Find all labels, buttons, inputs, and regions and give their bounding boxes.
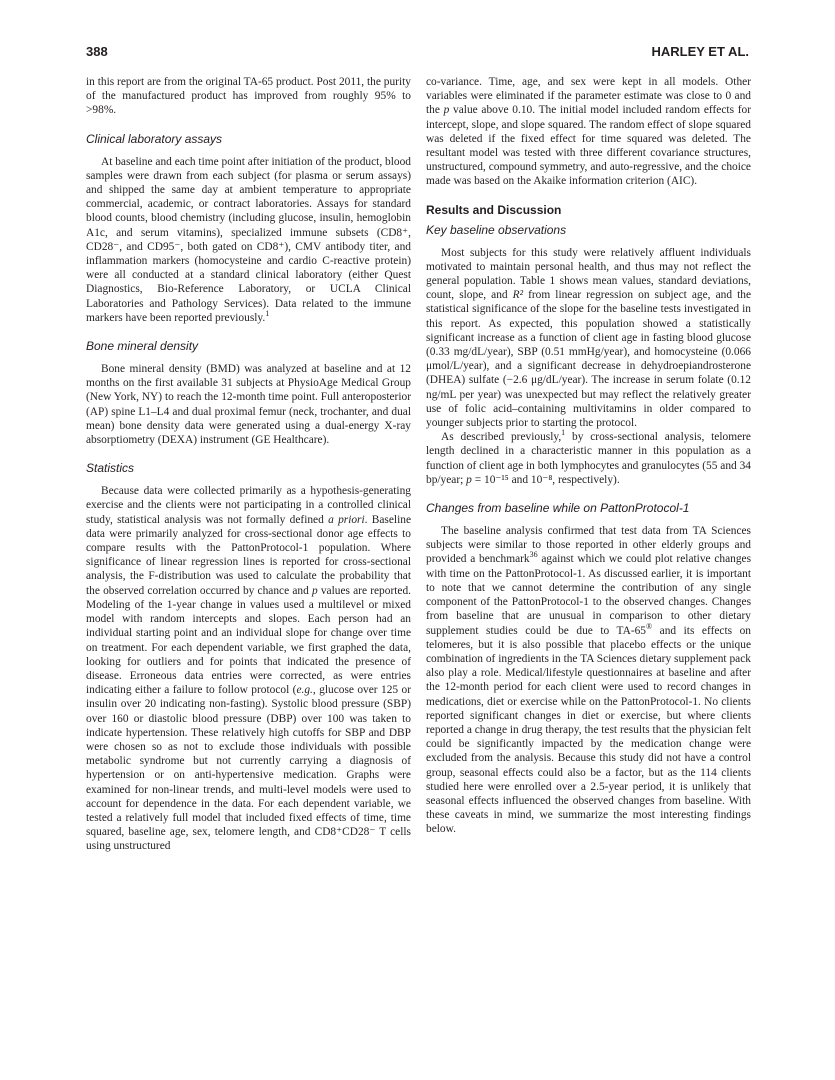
- subheading-clinical-assays: Clinical laboratory assays: [86, 131, 223, 146]
- paragraph-telomere-length: As described previously,$^1$ by cross-sectional analysis, telomere length declined in a characteristic manner in this population as a function of client age in both lymphocytes and granulocytes (55 and 34 bp/year; p = 10⁻¹⁵ and 10⁻⁸, respectively).: [426, 428, 751, 486]
- subheading-bone-density: Bone mineral density: [86, 339, 199, 354]
- citation-ref: 36: [529, 550, 538, 560]
- subheading-changes-from-baseline: Changes from baseline while on PattonProtocol-1: [426, 501, 690, 516]
- paragraph-statistics: Because data were collected primarily as a hypothesis-generating exercise and the clients were not participating in a controlled clinical study, statistical analysis was not formally defined a priori. Baseline data were primarily analyzed for cross-sectional donor age effects to compare results with the PattonProtocol-1 population. Where significance of linear regression lines is reported for cross-sectional analysis, the F-distribution was used to calculate the probability that the observed correlation occurred by chance and p values are reported. Modeling of the 1-year change in values used a multilevel or mixed model with random intercepts and slopes. Each person had an individual starting point and an individual slope for change over time on treatment. For each dependent variable, we first graphed the data, looking for outliers and for points that indicated the presence of disease. Erroneous data entries were corrected, as were entries indicating either a failure to follow protocol (e.g., glucose over 125 or insulin over 20 indicating non-fasting). Systolic blood pressure (SBP) over 160 or diastolic blood pressure (DBP) over 100 was taken to indicate hypertension. These relatively high cutoffs for SBP and DBP were chosen so as not to exclude those individuals with possible metabolic syndrome but not currently carrying a diagnosis of hypertension or on anti-hypertensive medication. Graphs were examined for non-linear trends, and multi-level models were used to account for dependence in the data. For each dependent variable, we tested a relatively full model that included fixed effects of time, time squared, baseline age, sex, telomere length, and CD8⁺CD28⁻ T cells using unstructured: [86, 485, 412, 853]
- page-number: 388: [86, 44, 108, 59]
- citation-ref: 1: [265, 308, 270, 318]
- page-header: [86, 44, 749, 64]
- subheading-statistics: Statistics: [86, 461, 135, 476]
- paragraph-bone-density: Bone mineral density (BMD) was analyzed at baseline and at 12 months on the first available 31 subjects at PhysioAge Medical Group (New York, NY) to reach the 12-month time point. Full anteroposterior (AP) spine L1–L4 and dual proximal femur (neck, trochanter, and dual mean) bone density data were generated using a dual-energy X-ray absorptiometry (DEXA) instrument (GE Healthcare).: [86, 363, 411, 447]
- paragraph-clinical-assays: At baseline and each time point after initiation of the product, blood samples were drawn from each subject (for plasma or serum assays) and shipped the same day at ambient temperature to appropriate commercial, academic, or contract laboratories. Assays for standard blood counts, blood chemistry (including glucose, insulin, hemoglobin A1c, and serum vitamins), specialized immune subsets (CD8⁺, CD28⁻, and CD95⁻, both gated on CD8⁺), CMV antibody titer, and inflammation markers (homocysteine and cardio C-reactive protein) were all conducted at a standard clinical laboratory (either Quest Diagnostics, Bio-Reference Laboratory, or UCLA Clinical Laboratories and Pathology Services). Data related to the immune markers have been reported previously.$^1$: [86, 155, 411, 324]
- left-column: [86, 75, 411, 854]
- paragraph-purity: in this report are from the original TA-65 product. Post 2011, the purity of the manufactured product has improved from roughly 95% to >98%.: [86, 76, 411, 117]
- paragraph-covariance: co-variance. Time, age, and sex were kept in all models. Other variables were eliminated if the parameter estimate was close to 0 and the p value above 0.10. The initial model included random effects for intercept, slope, and slope squared. The random effect of slope squared was deleted if the fixed effect for time squared was deleted. The resultant model was tested with three different covariance structures, unstructured, compound symmetry, and auto-regressive, and the choice made was based on the Akaike information criterion (AIC).: [426, 76, 751, 188]
- section-heading-results: Results and Discussion: [426, 202, 562, 217]
- registered-mark: ®: [646, 621, 653, 631]
- paragraph-changes: The baseline analysis confirmed that test data from TA Sciences subjects were similar to those reported in other elderly groups and provided a benchmark$^{36}$ against which we could plot relative changes with time on the PattonProtocol-1. As discussed earlier, it is important to note that we cannot determine the contribution of any single component of the PattonProtocol-1 to the observed changes. Changes from baseline that are unusual in comparison to other dietary supplement studies could be due to TA-65® and its effects on telomeres, but it is also possible that placebo effects or the unique combination of ingredients in the TA Sciences dietary supplement pack also play a role. Medical/lifestyle questionnaires at baseline and after the 12-month period for each client were used to record changes in medications, diet or exercise while on the PattonProtocol-1. No clients reported significant changes in diet or exercise, but where clients reported a change in drug therapy, the test results that the physician felt could be significantly impacted by the medication change were excluded from the analysis. Because this study did not have a control group, seasonal effects could also be a factor, but as the 114 clients studied here were enrolled over a 2.5-year period, it is unlikely that seasonal effects influenced the observed changes from baseline. With these caveats in mind, we summarize the most interesting findings below.: [426, 525, 752, 836]
- paragraph-key-baseline: Most subjects for this study were relatively affluent individuals motivated to maintain personal health, and thus may not reflect the general population. Table 1 shows mean values, standard deviations, count, slope, and R² from linear regression on subject age, and the statistical significance of the slope for the baseline tests investigated in this report. As expected, this population showed a statistically significant increase as a function of client age in fasting blood glucose (0.33 mg/dL/year), SBP (0.51 mmHg/year), and homocysteine (0.066 μmol/L/year), and a significant decrease in dehydroepiandrosterone (DHEA) sulfate (−2.6 μg/dL/year). The increase in serum folate (0.12 ng/mL per year) was unexpected but may reflect the relatively greater use of folic acid–containing multivitamins in older compared to younger subjects prior to starting the protocol.: [426, 246, 751, 430]
- citation-ref: 1: [561, 428, 566, 438]
- subheading-key-baseline: Key baseline observations: [426, 222, 567, 237]
- running-head-authors: HARLEY ET AL.: [651, 44, 749, 59]
- right-column: [426, 75, 751, 837]
